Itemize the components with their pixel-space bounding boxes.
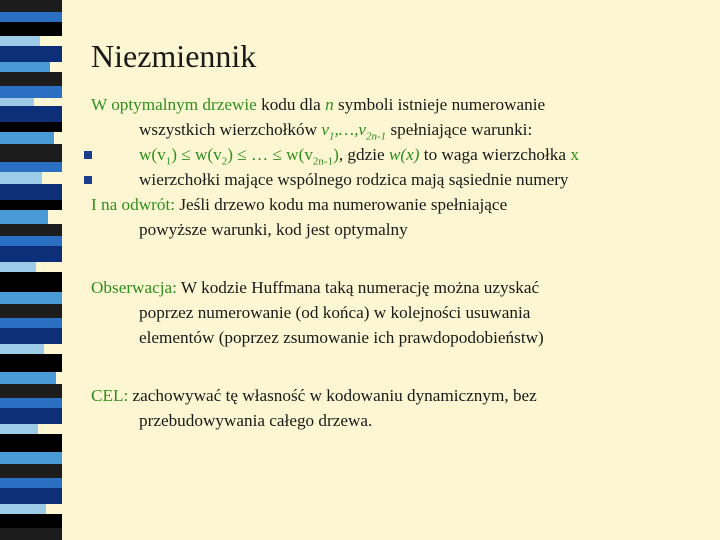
stripe-block (0, 144, 62, 162)
bullet-siblings (91, 167, 711, 192)
stripe-block (0, 408, 62, 424)
subscript: 1 (328, 130, 335, 143)
stripe-block (0, 86, 62, 98)
stripe-block (0, 528, 62, 540)
term-optimal-tree: W optymalnym drzewie (91, 95, 257, 114)
symbol-v: v (358, 120, 367, 139)
text: wszystkich wierzchołków (139, 120, 322, 139)
paragraph-observation-line2: poprzez numerowanie (od końca) w kolejności usuwania (139, 303, 531, 322)
paragraph-observation-line3: elementów (poprzez zsumowanie ich prawdopodobieństw) (139, 328, 544, 347)
text: W kodzie Huffmana taką numerację można uzyskać (176, 278, 540, 297)
bullet-weights (91, 142, 711, 167)
stripe-block (0, 504, 46, 514)
stripe-block (0, 398, 62, 408)
term-converse: I na odwrót: (91, 195, 176, 214)
stripe-block (0, 210, 48, 224)
stripe-block (0, 12, 62, 22)
stripe-block (0, 452, 62, 464)
stripe-block (0, 272, 62, 292)
stripe-block (0, 262, 36, 272)
text: to waga wierzchołka (419, 145, 571, 164)
paragraph-observation-line1 (91, 275, 711, 300)
stripe-block (0, 46, 62, 62)
stripe-block (0, 354, 62, 372)
stripe-block (0, 132, 54, 144)
symbol-x: x (570, 145, 579, 164)
paragraph-goal-line2: przebudowywania całego drzewa. (139, 411, 373, 430)
stripe-block (0, 434, 62, 452)
stripe-block (0, 184, 62, 200)
stripe-block (0, 514, 62, 528)
decorative-stripe (0, 0, 62, 540)
subscript: 2 (221, 155, 228, 168)
stripe-block (0, 372, 56, 384)
paragraph-goal-line1 (91, 383, 711, 408)
stripe-block (0, 384, 62, 398)
paragraph-converse-line1 (91, 192, 711, 217)
symbol-wx: w(x) (388, 145, 420, 164)
term-goal: CEL: (91, 386, 129, 405)
stripe-block (0, 304, 62, 318)
text: zachowywać tę własność w kodowaniu dynamicznym, bez (128, 386, 537, 405)
formula: ) (333, 145, 339, 164)
text: , gdzie (338, 145, 389, 164)
stripe-block (0, 106, 62, 122)
stripe-block (0, 98, 34, 106)
stripe-block (0, 224, 62, 236)
stripe-block (0, 172, 42, 184)
stripe-block (0, 328, 62, 344)
stripe-block (0, 424, 38, 434)
subscript: 2n-1 (312, 155, 334, 168)
paragraph-invariant-line1 (91, 92, 711, 117)
stripe-block (0, 464, 62, 478)
symbol-n: n (325, 95, 334, 114)
stripe-block (0, 236, 62, 246)
text: spełniające warunki: (386, 120, 533, 139)
paragraph-converse-line2: powyższe warunki, kod jest optymalny (139, 220, 408, 239)
stripe-block (0, 488, 62, 504)
text: symboli istnieje numerowanie (333, 95, 546, 114)
stripe-block (0, 200, 62, 210)
slide-content (91, 92, 711, 433)
stripe-block (0, 318, 62, 328)
stripe-block (0, 0, 62, 12)
text: ,…, (334, 120, 359, 139)
formula: ) ≤ … ≤ w(v (227, 145, 313, 164)
stripe-block (0, 22, 62, 36)
stripe-block (0, 478, 62, 488)
stripe-block (0, 72, 62, 86)
formula: ) ≤ w(v (171, 145, 222, 164)
term-observation: Obserwacja: (91, 278, 177, 297)
text: Jeśli drzewo kodu ma numerowanie spełniające (175, 195, 508, 214)
stripe-block (0, 292, 62, 304)
bullet-square-icon (84, 151, 92, 159)
stripe-block (0, 122, 62, 132)
subscript: 1 (165, 155, 172, 168)
paragraph-invariant-line2 (91, 117, 711, 142)
stripe-block (0, 344, 44, 354)
bullet-square-icon (84, 176, 92, 184)
symbol-v: v (321, 120, 329, 139)
formula: w(v (139, 145, 166, 164)
stripe-block (0, 62, 50, 72)
stripe-block (0, 246, 62, 262)
text: kodu dla (256, 95, 326, 114)
stripe-block (0, 162, 62, 172)
slide-title: Niezmiennik (91, 38, 257, 74)
subscript: 2n-1 (366, 130, 387, 143)
stripe-block (0, 36, 40, 46)
text: wierzchołki mające wspólnego rodzica mają sąsiednie numery (139, 170, 569, 189)
